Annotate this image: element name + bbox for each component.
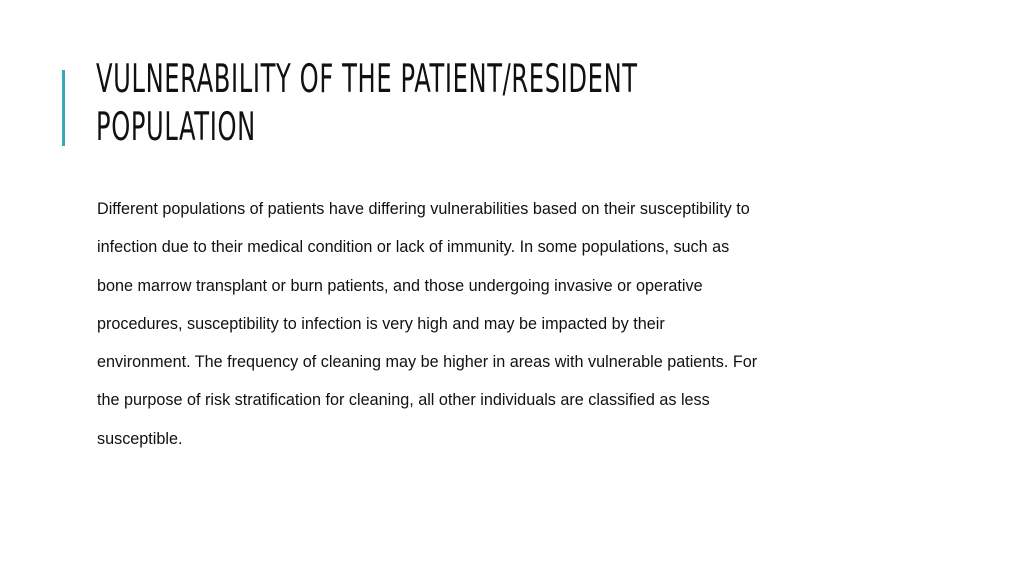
body-line: susceptible.	[97, 429, 183, 448]
title-accent-bar	[62, 70, 65, 146]
body-line: procedures, susceptibility to infection is very high and may be impacted by their	[97, 314, 665, 333]
body-line: the purpose of risk stratification for cleaning, all other individuals are classified as less	[97, 391, 710, 410]
body-line: bone marrow transplant or burn patients, and those undergoing invasive or operative	[97, 276, 703, 295]
body-line: environment. The frequency of cleaning may be higher in areas with vulnerable patients. For	[97, 353, 758, 372]
slide-title	[96, 56, 964, 152]
body-line: infection due to their medical condition or lack of immunity. In some populations, such as	[97, 238, 730, 257]
slide-title-line-1: VULNERABILITY OF THE PATIENT/RESIDENT	[96, 57, 638, 102]
slide-title-line-2: POPULATION	[96, 105, 256, 150]
body-line: Different populations of patients have differing vulnerabilities based on their susceptibility to	[97, 200, 750, 218]
slide-body	[97, 190, 897, 458]
